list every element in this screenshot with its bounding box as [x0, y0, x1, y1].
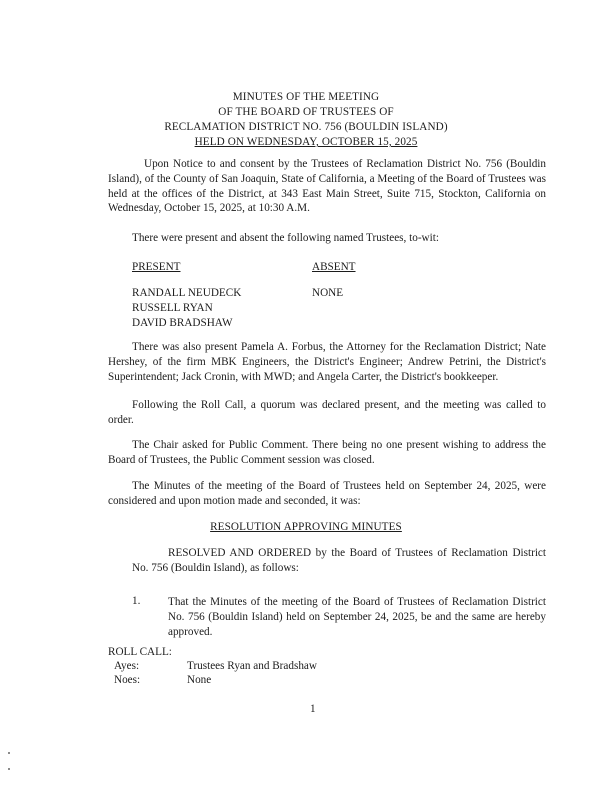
also-present-paragraph: There was also present Pamela A. Forbus, the Attorney for the Reclamation District; Nate Hershey, of the firm MBK Engineers, the District's Engineer; Andrew Petrini, the District's Superintendent; Jack Cronin, with MWD; and Angela Carter, the District's bookkeeper.	[108, 341, 546, 383]
notice-paragraph: Upon Notice to and consent by the Trustees of Reclamation District No. 756 (Bouldin Island), of the County of San Joaquin, State of California, a Meeting of the Board of Trustees was held at the offices of the District, at 343 East Main Street, Suite 715, Stockton, California on Wednesday, October 15, 2025, at 10:30 A.M.	[108, 158, 546, 215]
district-title: RECLAMATION DISTRICT NO. 756 (BOULDIN ISLAND)	[164, 121, 448, 133]
item-text: That the Minutes of the meeting of the Board of Trustees of Reclamation District No. 756 (Bouldin Island) held on September 24, 2025, be and the same are hereby approved.	[168, 596, 546, 638]
present-heading: PRESENT	[132, 261, 181, 273]
board-title: OF THE BOARD OF TRUSTEES OF	[218, 106, 394, 118]
roll-call-label: ROLL CALL:	[108, 646, 172, 658]
ayes-label: Ayes:	[114, 660, 140, 672]
scan-speck	[8, 752, 10, 754]
present-intro: There were present and absent the following named Trustees, to-wit:	[132, 232, 439, 244]
noes-value: None	[187, 674, 212, 686]
resolution-title: RESOLUTION APPROVING MINUTES	[210, 521, 402, 533]
trustee-name: DAVID BRADSHAW	[132, 317, 233, 329]
resolved-paragraph: RESOLVED AND ORDERED by the Board of Trustees of Reclamation District No. 756 (Bouldin Island), as follows:	[132, 547, 546, 574]
absent-heading: ABSENT	[312, 261, 356, 273]
public-comment-paragraph: The Chair asked for Public Comment. There being no one present wishing to address the Board of Trustees, the Public Comment session was closed.	[108, 439, 546, 466]
minutes-title: MINUTES OF THE MEETING	[232, 91, 380, 103]
trustee-name: RUSSELL RYAN	[132, 302, 213, 314]
item-number: 1.	[132, 595, 141, 607]
absent-name: NONE	[312, 287, 344, 299]
trustee-name: RANDALL NEUDECK	[132, 287, 242, 299]
ayes-value: Trustees Ryan and Bradshaw	[187, 660, 317, 672]
roll-call-paragraph: Following the Roll Call, a quorum was declared present, and the meeting was called to order.	[108, 399, 546, 426]
noes-label: Noes:	[114, 674, 141, 686]
page-number: 1	[310, 703, 316, 715]
scan-speck	[8, 768, 10, 770]
meeting-date-title: HELD ON WEDNESDAY, OCTOBER 15, 2025	[194, 136, 418, 148]
minutes-paragraph: The Minutes of the meeting of the Board of Trustees held on September 24, 2025, were considered and upon motion made and seconded, it was:	[108, 480, 546, 507]
